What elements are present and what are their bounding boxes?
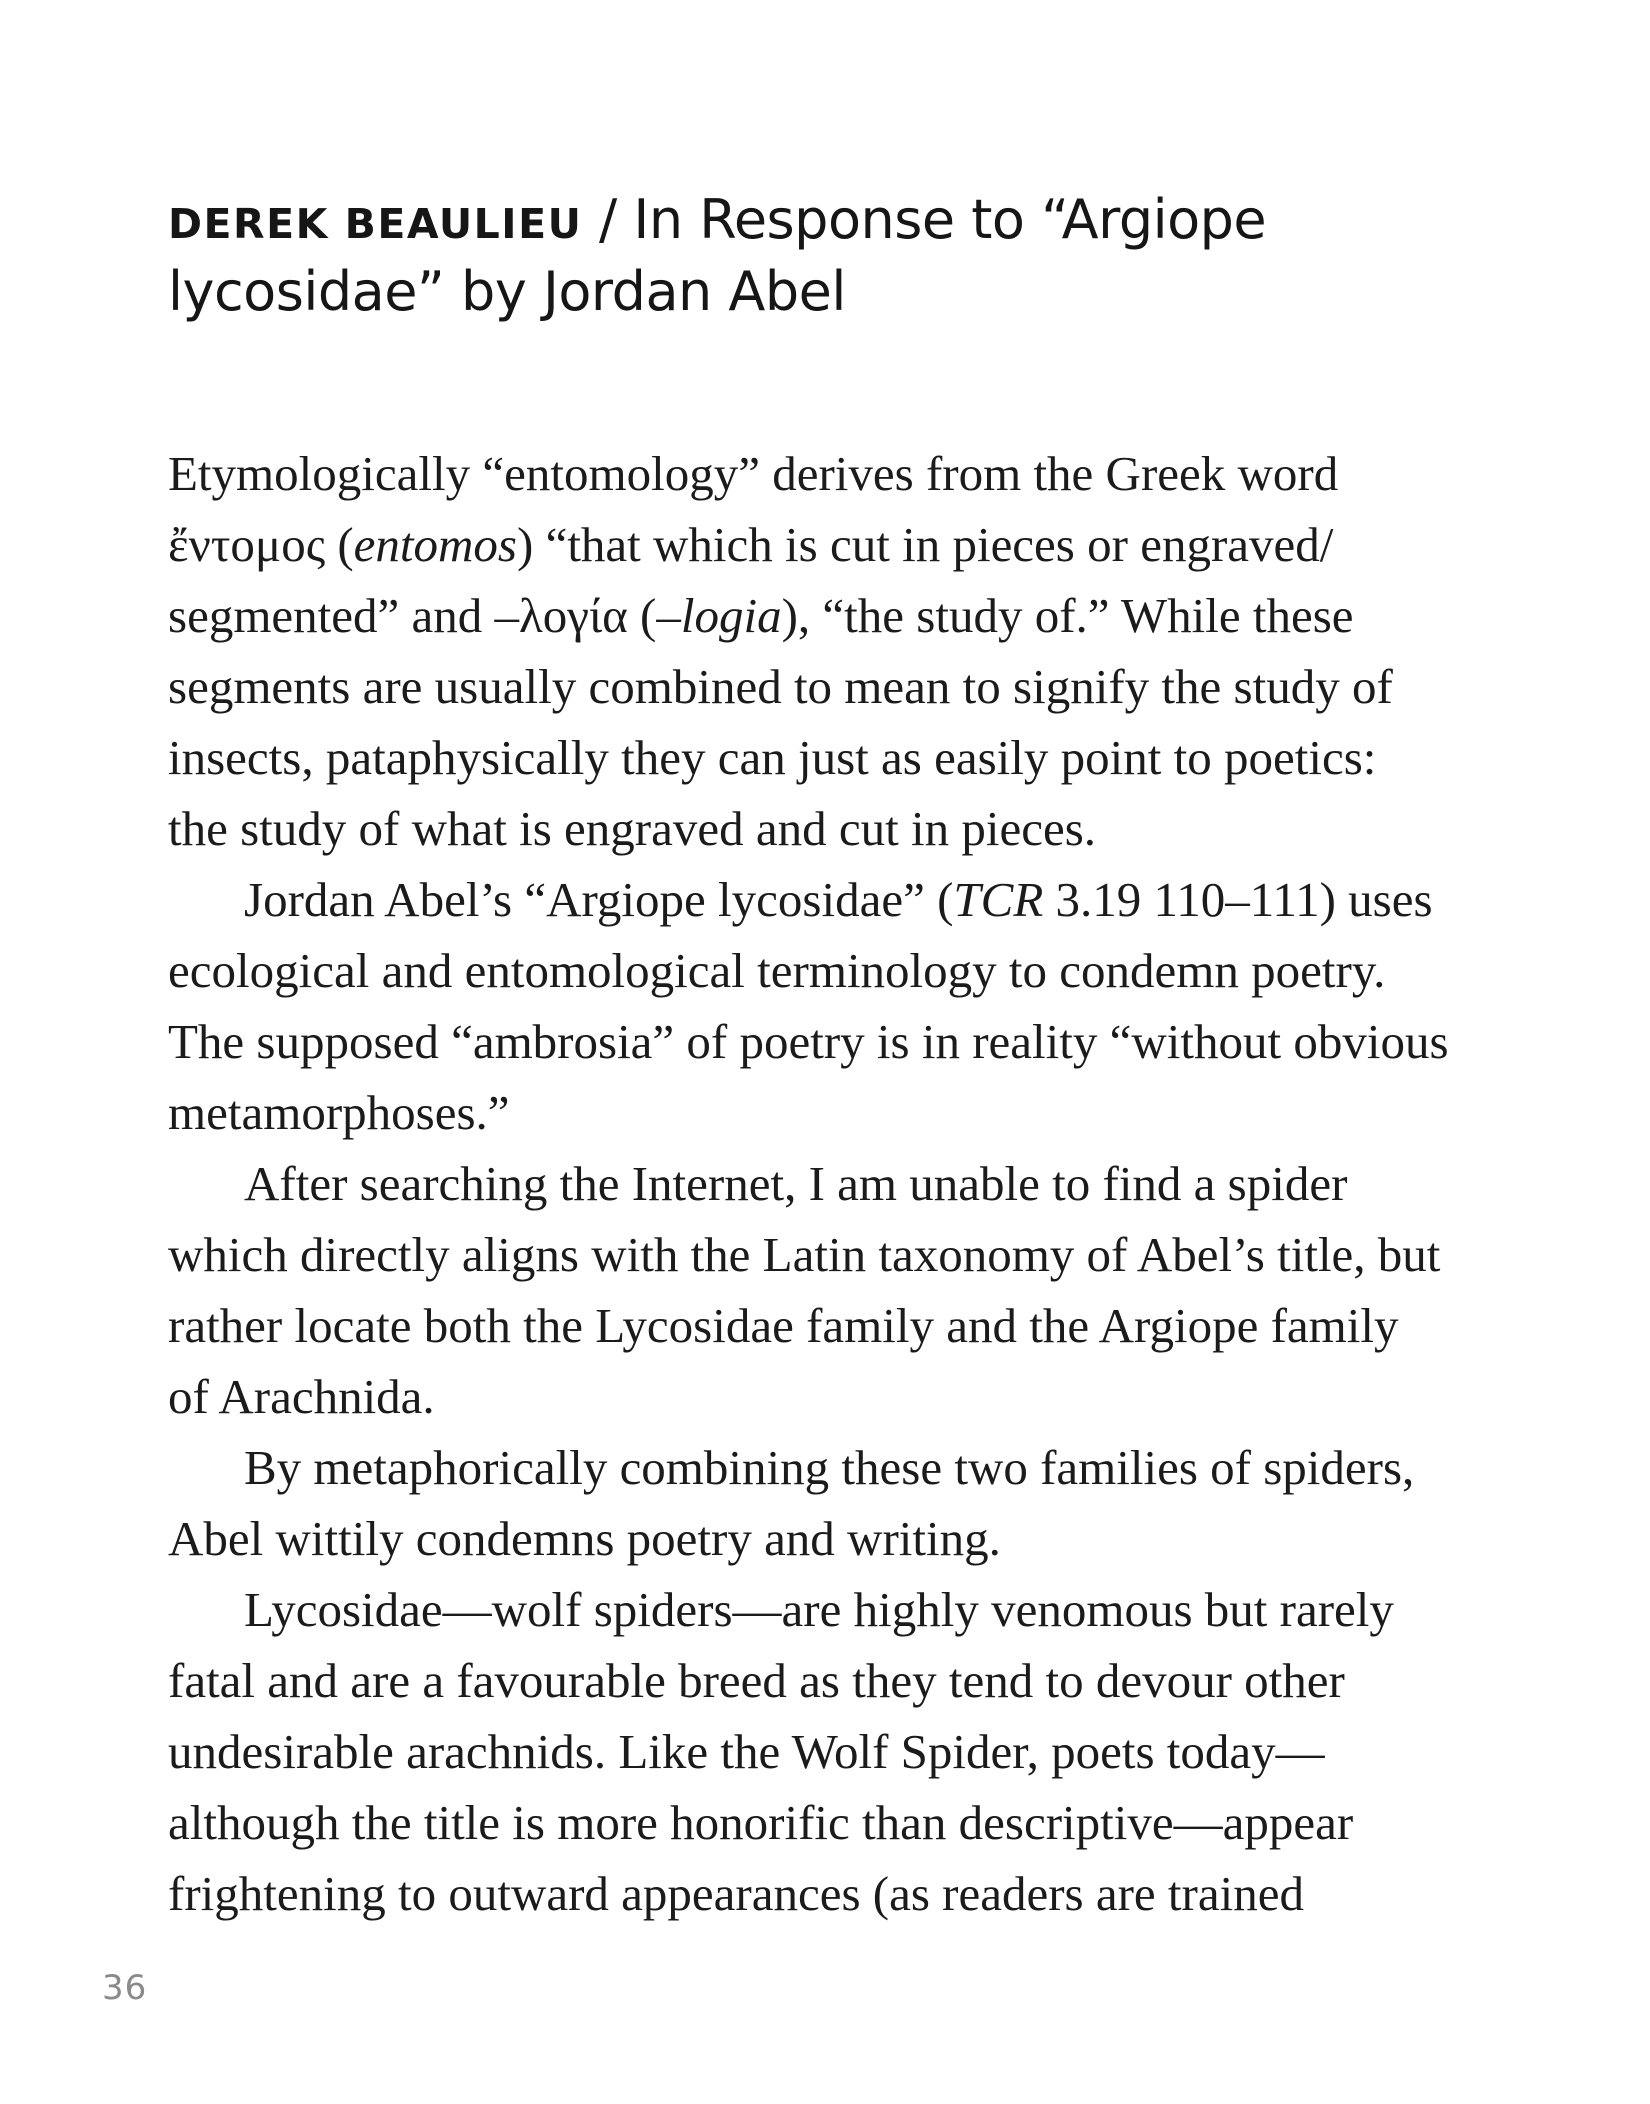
text-run: fatal and are a favourable breed as they tend to devour other	[168, 1653, 1345, 1708]
text-line	[168, 1645, 1508, 1716]
italic-term: TCR	[953, 872, 1044, 927]
text-run: Etymologically “entomology” derives from the Greek word	[168, 446, 1339, 501]
text-line	[168, 793, 1508, 864]
text-run: rather locate both the Lycosidae family and the Argiope family	[168, 1298, 1399, 1353]
paragraph-5	[168, 1574, 1508, 1929]
italic-term: –logia	[656, 588, 782, 643]
text-run: 3.19 110–111) uses	[1043, 872, 1433, 927]
paragraph-1	[168, 438, 1508, 864]
text-line	[168, 580, 1508, 651]
paragraph-2	[168, 864, 1508, 1148]
text-run: segments are usually combined to mean to signify the study of	[168, 659, 1393, 714]
text-line	[168, 1503, 1508, 1574]
text-run: ἔντομος (	[168, 517, 354, 572]
text-run: undesirable arachnids. Like the Wolf Spider, poets today—	[168, 1724, 1325, 1779]
text-line	[168, 1858, 1508, 1929]
text-run: the study of what is engraved and cut in pieces.	[168, 801, 1097, 856]
text-line	[168, 1787, 1508, 1858]
text-line	[168, 651, 1508, 722]
text-run: segmented” and –λογία (	[168, 588, 657, 643]
text-run: Abel wittily condemns poetry and writing.	[168, 1511, 1001, 1566]
text-run: frightening to outward appearances (as readers are trained	[168, 1866, 1304, 1921]
text-run: ) “that which is cut in pieces or engraved/	[517, 517, 1334, 572]
text-run: ), “the study of.” While these	[781, 588, 1354, 643]
text-line	[168, 722, 1508, 793]
article-heading	[168, 182, 1468, 328]
text-run: of Arachnida.	[168, 1369, 435, 1424]
author-name: derek beaulieu	[168, 184, 583, 252]
heading-separator: /	[582, 188, 634, 251]
article-body	[168, 438, 1508, 1929]
text-run: Lycosidae—wolf spiders—are highly venomous but rarely	[244, 1582, 1394, 1637]
italic-term: entomos	[353, 517, 517, 572]
text-line	[168, 1290, 1508, 1361]
text-run: metamorphoses.”	[168, 1085, 510, 1140]
text-line	[168, 1716, 1508, 1787]
text-line	[168, 1077, 1508, 1148]
paragraph-4	[168, 1432, 1508, 1574]
text-run: By metaphorically combining these two families of spiders,	[244, 1440, 1415, 1495]
page-number: 36	[102, 1968, 148, 2008]
text-run: although the title is more honorific than descriptive—appear	[168, 1795, 1354, 1850]
text-run: which directly aligns with the Latin taxonomy of Abel’s title, but	[168, 1227, 1441, 1282]
text-line	[168, 1432, 1508, 1503]
article-title-line-1: In Response to “Argiope	[633, 188, 1267, 251]
text-run: The supposed “ambrosia” of poetry is in reality “without obvious	[168, 1014, 1449, 1069]
text-line	[168, 438, 1508, 509]
text-line	[168, 1219, 1508, 1290]
text-run: insects, pataphysically they can just as easily point to poetics:	[168, 730, 1377, 785]
text-line	[168, 864, 1508, 935]
text-line	[168, 1361, 1508, 1432]
text-run: After searching the Internet, I am unable to find a spider	[244, 1156, 1348, 1211]
text-run: Jordan Abel’s “Argiope lycosidae” (	[244, 872, 954, 927]
text-line	[168, 935, 1508, 1006]
text-line	[168, 1148, 1508, 1219]
paragraph-3	[168, 1148, 1508, 1432]
text-line	[168, 509, 1508, 580]
text-run: ecological and entomological terminology to condemn poetry.	[168, 943, 1386, 998]
article-title-line-2: lycosidae” by Jordan Abel	[168, 260, 846, 323]
text-line	[168, 1006, 1508, 1077]
text-line	[168, 1574, 1508, 1645]
